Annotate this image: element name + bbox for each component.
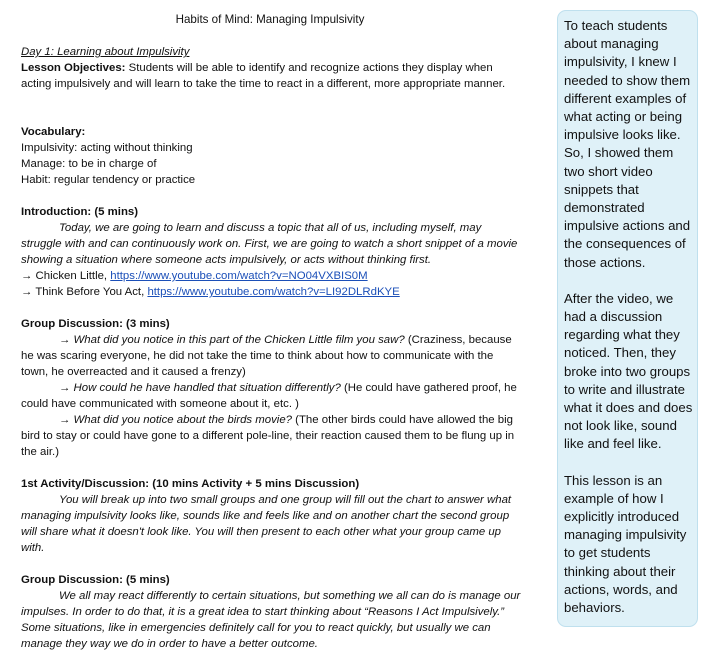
discussion2-text: We all may react differently to certain situations, but something we all can do is manage our impulses. In order to do that, it is a great idea to start thinking about “Reasons I Act Impulsively.” Some situations, like in emergencies definitely call for you to react quickly, but usually we can manage they way we do in order to have a better outcome. <box>21 590 521 650</box>
day1-heading: Day 1: Learning about Impulsivity <box>21 46 190 58</box>
vocabulary-item: Impulsivity: acting without thinking <box>21 142 193 154</box>
chicken-little-link[interactable]: https://www.youtube.com/watch?v=NO04VXBIS0M <box>110 270 368 282</box>
video-link-row <box>21 268 521 284</box>
introduction-section <box>21 204 521 300</box>
discussion-answer: (The other birds could have allowed the big bird to stay or could have gone to a different pole-line, their reaction caused them to be flung up in the air.) <box>21 414 515 458</box>
introduction-text: Today, we are going to learn and discuss a topic that all of us, including myself, may struggle with and can continuously work on. First, we are going to watch a short snippet of a movie showing a situation where someone acts impulsively, or acts without thinking first. <box>21 222 518 266</box>
discussion-answer: (He could have gathered proof, he could have communicated with someone about it, etc. ) <box>21 382 517 410</box>
note-paragraph: This lesson is an example of how I explicitly introduced managing impulsivity to get students thinking about their actions, words, and behaviors. <box>564 472 687 616</box>
note-paragraph: After the video, we had a discussion regarding what they noticed. Then, they broke into two groups to write and illustrate what it does and does not look like, sound like and feel like. <box>564 290 693 452</box>
vocabulary-item: Manage: to be in charge of <box>21 158 157 170</box>
vocabulary-item: Habit: regular tendency or practice <box>21 174 196 186</box>
introduction-heading: Introduction: (5 mins) <box>21 206 139 218</box>
objectives-text: Students will be able to identify and recognize actions they display when acting impulsively and will learn to take the time to react in a different, more appropriate manner. <box>21 62 506 90</box>
group-discussion-1-section <box>21 316 521 460</box>
document-title: Habits of Mind: Managing Impulsivity <box>175 13 365 26</box>
discussion-question: → What did you notice in this part of the Chicken Little film you saw? <box>59 334 405 346</box>
lesson-objectives <box>21 60 521 92</box>
discussion2-heading: Group Discussion: (5 mins) <box>21 574 170 586</box>
video-link-label: → Think Before You Act, <box>21 286 148 298</box>
activity-heading: 1st Activity/Discussion: (10 mins Activity + 5 mins Discussion) <box>21 478 360 490</box>
vocabulary-heading: Vocabulary: <box>21 126 86 138</box>
note-paragraph: To teach students about managing impulsivity, I knew I needed to show them different examples of what acting or being impulsive looks like. So, I showed them two short video snippets that demonstrated impulsive actions and the consequences of those actions. <box>564 18 691 270</box>
discussion-question: → How could he have handled that situation differently? <box>59 382 341 394</box>
discussion-question: → What did you notice about the birds movie? <box>59 414 293 426</box>
group-discussion-2-section <box>21 572 521 652</box>
discussion-question-item <box>21 380 521 412</box>
think-before-you-act-link[interactable]: https://www.youtube.com/watch?v=LI92DLRdKYE <box>147 286 400 298</box>
activity-section <box>21 476 521 556</box>
day1-section <box>21 44 521 92</box>
discussion-question-item <box>21 412 521 460</box>
video-link-row <box>21 284 521 300</box>
objectives-label: Lesson Objectives: <box>21 62 126 74</box>
discussion1-heading: Group Discussion: (3 mins) <box>21 318 170 330</box>
video-link-label: → Chicken Little, <box>21 270 111 282</box>
activity-text: You will break up into two small groups and one group will fill out the chart to answer what managing impulsivity looks like, sounds like and feels like and on another chart the second group will share what it doesn't look like. You will then present to each other what your group came up with. <box>21 494 512 554</box>
discussion-question-item <box>21 332 521 380</box>
discussion-answer: (Craziness, because he was scaring everyone, he did not take the time to think about how to communicate with the town, he overreacted and it caused a frenzy) <box>21 334 512 378</box>
reflection-note <box>557 10 698 627</box>
vocabulary-section <box>21 124 521 188</box>
